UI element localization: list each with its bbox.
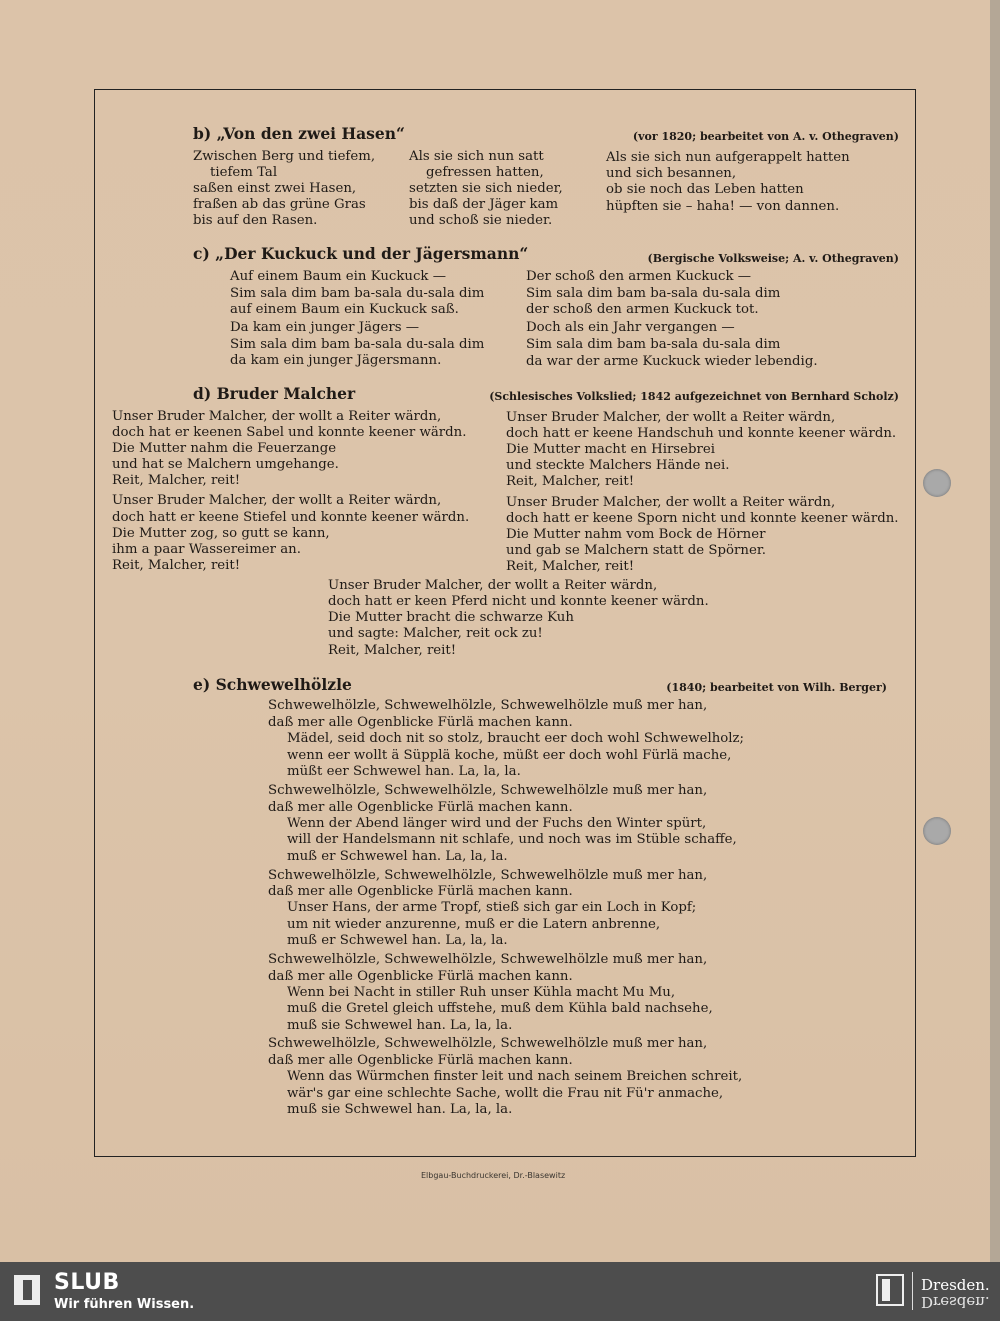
footer-divider bbox=[912, 1272, 913, 1310]
verse-line: Die Mutter bracht die schwarze Kuh bbox=[328, 610, 574, 625]
verse-line: saßen einst zwei Hasen, bbox=[193, 181, 357, 196]
verse-line: Sim sala dim bam ba-sala du-sala dim bbox=[230, 286, 485, 301]
verse-line: Reit, Malcher, reit! bbox=[112, 473, 241, 488]
verse-line: Unser Hans, der arme Tropf, stieß sich gar ein Loch in Kopf; bbox=[287, 900, 697, 915]
verse-line: und gab se Malchern statt de Spörner. bbox=[506, 543, 766, 558]
verse-line: bis daß der Jäger kam bbox=[409, 197, 559, 212]
verse-line: daß mer alle Ogenblicke Fürlä machen kann. bbox=[268, 969, 573, 984]
section-c-note: (Bergische Volksweise; A. v. Othegraven) bbox=[647, 252, 899, 265]
section-e-note: (1840; bearbeitet von Wilh. Berger) bbox=[666, 681, 887, 694]
verse-line: Wenn der Abend länger wird und der Fuchs den Winter spürt, bbox=[287, 816, 707, 831]
verse-line: Mädel, seid doch nit so stolz, braucht eer doch wohl Schwewelholz; bbox=[287, 731, 745, 746]
verse-line: Sim sala dim bam ba-sala du-sala dim bbox=[230, 337, 485, 352]
verse-line: Sim sala dim bam ba-sala du-sala dim bbox=[526, 286, 781, 301]
verse-line: doch hatt er keen Pferd nicht und konnte keener wärdn. bbox=[328, 594, 709, 609]
verse-line: Schwewelhölzle, Schwewelhölzle, Schwewelhölzle muß mer han, bbox=[268, 868, 708, 883]
verse-line: doch hat er keenen Sabel und konnte keener wärdn. bbox=[112, 425, 467, 440]
verse-line: Schwewelhölzle, Schwewelhölzle, Schwewelhölzle muß mer han, bbox=[268, 698, 708, 713]
verse-line: tiefem Tal bbox=[210, 165, 278, 180]
verse-line: Die Mutter nahm vom Bock de Hörner bbox=[506, 527, 766, 542]
verse-line: muß sie Schwewel han. La, la, la. bbox=[287, 1102, 513, 1117]
printer-imprint: Elbgau-Buchdruckerei, Dr.-Blasewitz bbox=[421, 1171, 566, 1180]
verse-line: muß sie Schwewel han. La, la, la. bbox=[287, 1018, 513, 1033]
verse-line: Schwewelhölzle, Schwewelhölzle, Schwewelhölzle muß mer han, bbox=[268, 952, 708, 967]
verse-line: will der Handelsmann nit schlafe, und noch was im Stüble schaffe, bbox=[287, 832, 737, 847]
verse-line: ihm a paar Wassereimer an. bbox=[112, 542, 301, 557]
verse-line: bis auf den Rasen. bbox=[193, 213, 318, 228]
section-c-title: c) „Der Kuckuck und der Jägersmann“ bbox=[193, 244, 529, 263]
verse-line: Die Mutter nahm die Feuerzange bbox=[112, 441, 337, 456]
verse-line: Auf einem Baum ein Kuckuck — bbox=[230, 269, 447, 284]
verse-line: Zwischen Berg und tiefem, bbox=[193, 149, 376, 164]
verse-line: muß er Schwewel han. La, la, la. bbox=[287, 933, 508, 948]
verse-line: und sagte: Malcher, reit ock zu! bbox=[328, 626, 543, 641]
verse-line: Unser Bruder Malcher, der wollt a Reiter wärdn, bbox=[112, 409, 442, 424]
verse-line: Sim sala dim bam ba-sala du-sala dim bbox=[526, 337, 781, 352]
verse-line: daß mer alle Ogenblicke Fürlä machen kann. bbox=[268, 800, 573, 815]
page-edge bbox=[990, 0, 1000, 1262]
verse-line: gefressen hatten, bbox=[426, 165, 544, 180]
verse-line: Da kam ein junger Jägers — bbox=[230, 320, 420, 335]
verse-line: Reit, Malcher, reit! bbox=[328, 643, 457, 658]
verse-line: ob sie noch das Leben hatten bbox=[606, 182, 804, 197]
verse-line: doch hatt er keene Handschuh und konnte keener wärdn. bbox=[506, 426, 897, 441]
verse-line: doch hatt er keene Stiefel und konnte keener wärdn. bbox=[112, 510, 470, 525]
dresden-wordmark-reflection: Dresden. bbox=[921, 1293, 990, 1311]
punch-hole bbox=[923, 469, 951, 497]
verse-line: setzten sie sich nieder, bbox=[409, 181, 563, 196]
punch-hole bbox=[923, 817, 951, 845]
section-b-note: (vor 1820; bearbeitet von A. v. Othegraven) bbox=[632, 130, 899, 143]
verse-line: wenn eer wollt ä Süpplä koche, müßt eer doch wohl Fürlä mache, bbox=[287, 748, 732, 763]
verse-line: hüpften sie – haha! — von dannen. bbox=[606, 199, 840, 214]
verse-line: Wenn das Würmchen finster leit und nach seinem Breichen schreit, bbox=[287, 1069, 743, 1084]
verse-line: fraßen ab das grüne Gras bbox=[193, 197, 366, 212]
verse-line: um nit wieder anzurenne, muß er die Latern anbrenne, bbox=[287, 917, 661, 932]
section-d-title: d) Bruder Malcher bbox=[193, 384, 356, 403]
verse-line: daß mer alle Ogenblicke Fürlä machen kann. bbox=[268, 884, 573, 899]
verse-line: Unser Bruder Malcher, der wollt a Reiter wärdn, bbox=[506, 410, 836, 425]
verse-line: Unser Bruder Malcher, der wollt a Reiter wärdn, bbox=[112, 493, 442, 508]
verse-line: doch hatt er keene Sporn nicht und konnte keener wärdn. bbox=[506, 511, 899, 526]
verse-line: Schwewelhölzle, Schwewelhölzle, Schwewelhölzle muß mer han, bbox=[268, 783, 708, 798]
verse-line: Der schoß den armen Kuckuck — bbox=[526, 269, 752, 284]
verse-line: Schwewelhölzle, Schwewelhölzle, Schwewelhölzle muß mer han, bbox=[268, 1036, 708, 1051]
verse-line: der schoß den armen Kuckuck tot. bbox=[526, 302, 759, 317]
verse-line: Reit, Malcher, reit! bbox=[506, 474, 635, 489]
verse-line: daß mer alle Ogenblicke Fürlä machen kann. bbox=[268, 1053, 573, 1068]
section-e-title: e) Schwewelhölzle bbox=[193, 675, 352, 694]
verse-line: Als sie sich nun aufgerappelt hatten bbox=[606, 150, 850, 165]
verse-line: und schoß sie nieder. bbox=[409, 213, 553, 228]
verse-line: Die Mutter macht en Hirsebrei bbox=[506, 442, 715, 457]
verse-line: und steckte Malchers Hände nei. bbox=[506, 458, 730, 473]
verse-line: Wenn bei Nacht in stiller Ruh unser Kühla macht Mu Mu, bbox=[287, 985, 676, 1000]
verse-line: Unser Bruder Malcher, der wollt a Reiter wärdn, bbox=[506, 495, 836, 510]
slub-brand[interactable]: SLUB bbox=[54, 1270, 120, 1295]
verse-line: muß er Schwewel han. La, la, la. bbox=[287, 849, 508, 864]
verse-line: und hat se Malchern umgehange. bbox=[112, 457, 339, 472]
verse-line: Reit, Malcher, reit! bbox=[506, 559, 635, 574]
verse-line: muß die Gretel gleich uffstehe, muß dem Kühla bald nachsehe, bbox=[287, 1001, 713, 1016]
verse-line: daß mer alle Ogenblicke Fürlä machen kann. bbox=[268, 715, 573, 730]
slub-tagline: Wir führen Wissen. bbox=[54, 1297, 195, 1312]
section-d-note: (Schlesisches Volkslied; 1842 aufgezeichnet von Bernhard Scholz) bbox=[489, 390, 899, 403]
dresden-crest-icon[interactable] bbox=[876, 1274, 904, 1306]
verse-line: müßt eer Schwewel han. La, la, la. bbox=[287, 764, 521, 779]
verse-line: da war der arme Kuckuck wieder lebendig. bbox=[526, 354, 818, 369]
verse-line: auf einem Baum ein Kuckuck saß. bbox=[230, 302, 459, 317]
footer-bar bbox=[0, 1262, 1000, 1321]
verse-line: Die Mutter zog, so gutt se kann, bbox=[112, 526, 330, 541]
verse-line: Reit, Malcher, reit! bbox=[112, 558, 241, 573]
verse-line: Unser Bruder Malcher, der wollt a Reiter wärdn, bbox=[328, 578, 658, 593]
verse-line: Doch als ein Jahr vergangen — bbox=[526, 320, 735, 335]
slub-logo-icon[interactable] bbox=[14, 1275, 40, 1305]
verse-line: wär's gar eine schlechte Sache, wollt die Frau nit Fü'r anmache, bbox=[287, 1086, 724, 1101]
dresden-wordmark[interactable]: Dresden. bbox=[921, 1276, 990, 1294]
verse-line: und sich besannen, bbox=[606, 166, 737, 181]
section-b-title: b) „Von den zwei Hasen“ bbox=[193, 124, 405, 143]
verse-line: Als sie sich nun satt bbox=[409, 149, 544, 164]
verse-line: da kam ein junger Jägersmann. bbox=[230, 353, 442, 368]
